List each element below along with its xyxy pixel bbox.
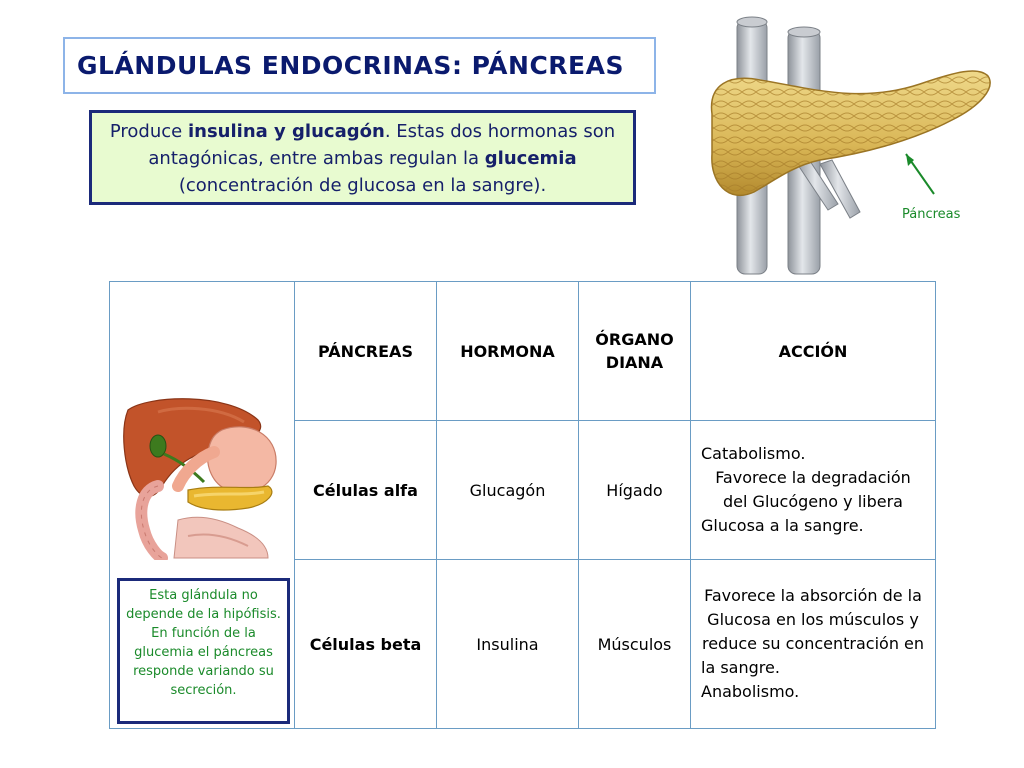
- action-alpha-line-1: Catabolismo.: [701, 444, 806, 463]
- intro-box: [89, 110, 636, 205]
- cell-insulin: Insulina: [437, 560, 579, 729]
- table-header-row: [110, 282, 936, 421]
- intro-text-3: (concentración de glucosa en la sangre).: [178, 175, 547, 196]
- cell-action-beta: [691, 560, 936, 729]
- action-alpha-line-2: Favorece la degradación del Glucógeno y libera Glucosa a la sangre.: [701, 468, 911, 535]
- cell-muscles: Músculos: [579, 560, 691, 729]
- intro-text-2: . Estas dos hormonas son antagónicas, entre ambas regulan la: [148, 121, 616, 169]
- page-title: GLÁNDULAS ENDOCRINAS: PÁNCREAS: [77, 51, 624, 80]
- title-box: [63, 37, 656, 94]
- digestive-organs-illustration: [118, 390, 288, 560]
- cell-beta-cells: Células beta: [295, 560, 437, 729]
- action-beta-line-1: Favorece la absorción de la Glucosa en los músculos y reduce su concentración en la sangre.: [701, 586, 925, 677]
- header-target-organ: ÓRGANO DIANA: [579, 282, 691, 421]
- pancreas-illustration: [700, 14, 1000, 276]
- cell-alpha-cells: Células alfa: [295, 421, 437, 560]
- intro-text-1: Produce: [109, 121, 188, 142]
- pancreas-table: [109, 281, 936, 729]
- intro-bold-hormones: insulina y glucagón: [187, 121, 385, 142]
- cell-liver: Hígado: [579, 421, 691, 560]
- action-beta-line-2: Anabolismo.: [701, 682, 800, 701]
- header-hormone: HORMONA: [437, 282, 579, 421]
- intro-bold-glucemia: glucemia: [484, 148, 577, 169]
- header-pancreas: PÁNCREAS: [295, 282, 437, 421]
- header-action: ACCIÓN: [691, 282, 936, 421]
- image-column: [110, 282, 295, 729]
- pancreas-label: Páncreas: [902, 207, 961, 222]
- note-box: Esta glándula no depende de la hipófisis. En función de la glucemia el páncreas responde variando su secreción.: [117, 578, 290, 724]
- cell-action-alpha: [691, 421, 936, 560]
- cell-glucagon: Glucagón: [437, 421, 579, 560]
